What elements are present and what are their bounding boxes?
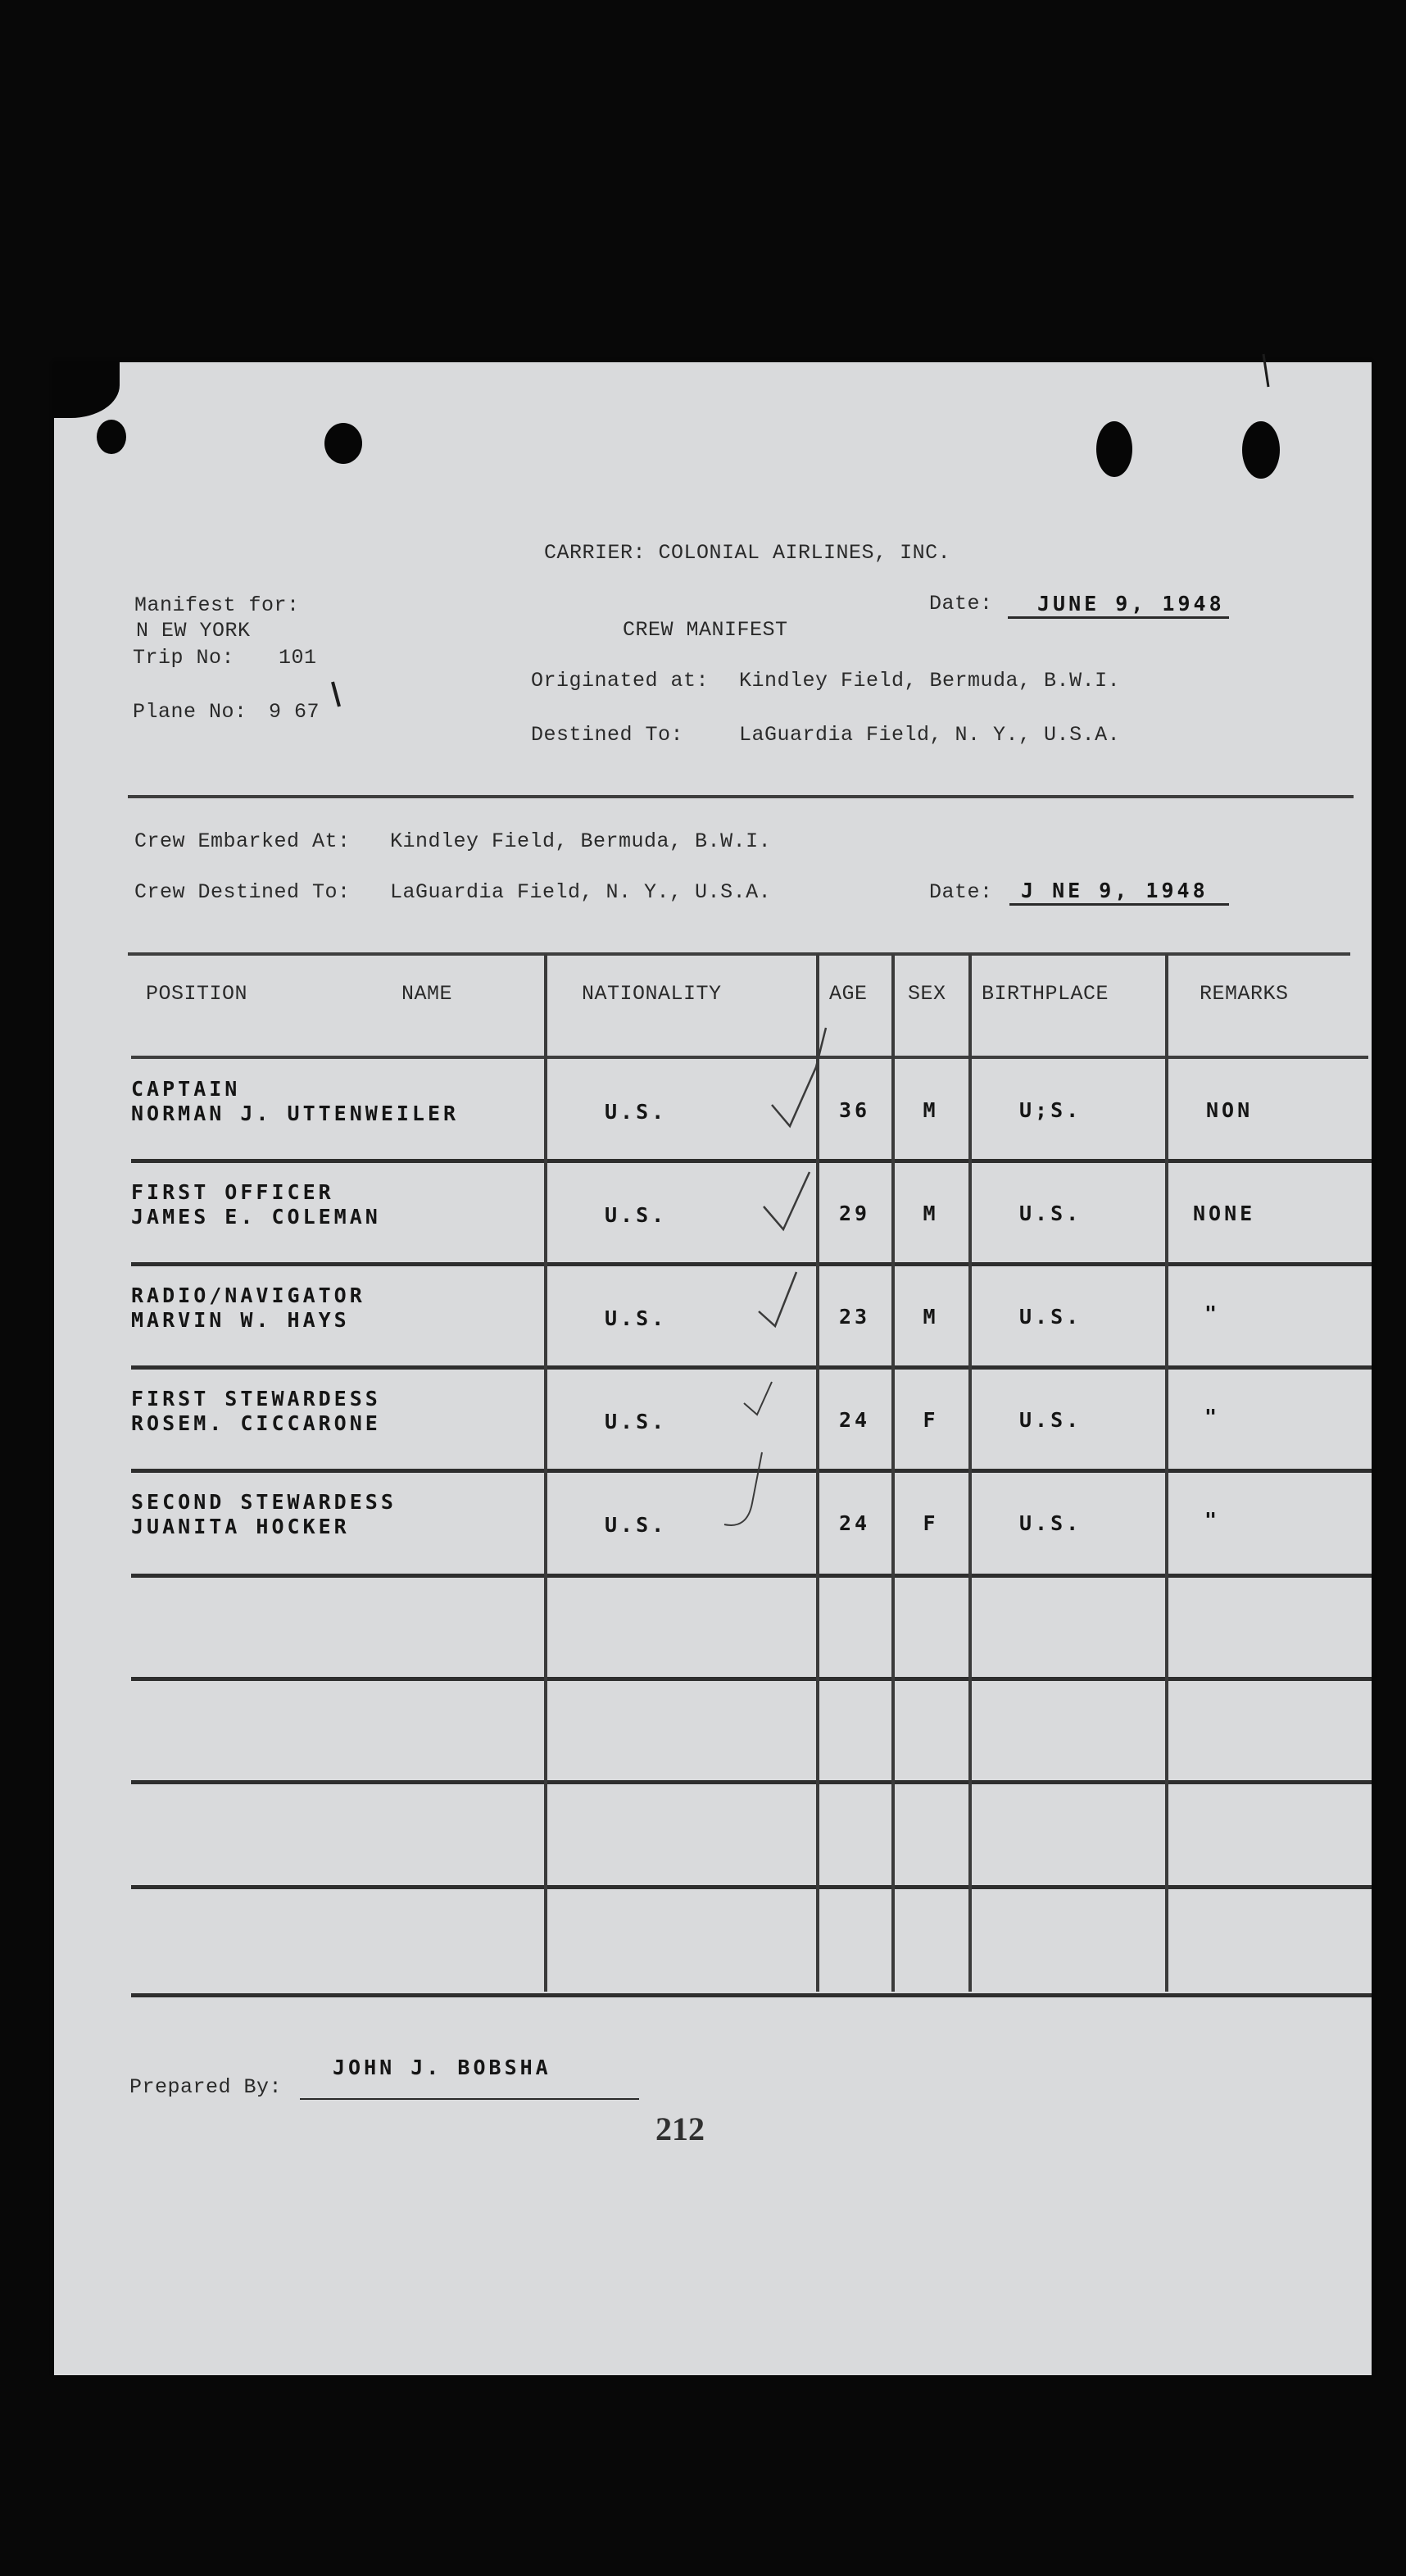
row-age: 23	[838, 1305, 871, 1329]
check-mark-icon	[744, 1382, 772, 1415]
row-sex: F	[923, 1408, 939, 1432]
row-sex: M	[923, 1098, 939, 1122]
row-sex: F	[923, 1511, 939, 1535]
row-position: CAPTAIN	[131, 1077, 241, 1101]
row-name: JAMES E. COLEMAN	[131, 1205, 381, 1229]
row-nationality: U.S.	[605, 1306, 668, 1330]
crew-embarked-value: Kindley Field, Bermuda, B.W.I.	[390, 829, 772, 853]
row-position: FIRST STEWARDESS	[131, 1387, 381, 1411]
row-remarks: "	[1204, 1508, 1221, 1532]
originated-label: Originated at:	[531, 669, 710, 693]
date-value: JUNE 9, 1948	[1037, 592, 1225, 616]
prepared-by-label: Prepared By:	[129, 2075, 283, 2099]
pencil-mark-icon	[1263, 354, 1268, 387]
row-position: SECOND STEWARDESS	[131, 1490, 397, 1514]
row-birthplace: U;S.	[1019, 1098, 1082, 1122]
row-position: FIRST OFFICER	[131, 1180, 334, 1204]
date-label: Date:	[929, 592, 993, 616]
row-nationality: U.S.	[605, 1513, 668, 1537]
row-remarks: NONE	[1193, 1202, 1256, 1225]
crew-destined-value: LaGuardia Field, N. Y., U.S.A.	[390, 880, 772, 904]
row-nationality: U.S.	[605, 1100, 668, 1124]
header-remarks: REMARKS	[1200, 982, 1289, 1006]
prepared-by-underline	[300, 2098, 639, 2100]
header-name: NAME	[401, 982, 453, 1006]
page-title: CREW MANIFEST	[623, 618, 788, 642]
row-remarks: "	[1204, 1405, 1221, 1429]
row-name: NORMAN J. UTTENWEILER	[131, 1102, 460, 1125]
check-marks	[54, 362, 1372, 2375]
manifest-for-city: N EW YORK	[136, 619, 251, 643]
trip-number: 101	[279, 646, 317, 670]
check-mark-icon	[724, 1452, 762, 1525]
crew-destined-label: Crew Destined To:	[134, 880, 351, 904]
row-position: RADIO/NAVIGATOR	[131, 1283, 365, 1307]
plane-label: Plane No:	[133, 700, 247, 724]
destined-value: LaGuardia Field, N. Y., U.S.A.	[739, 723, 1121, 747]
destined-label: Destined To:	[531, 723, 684, 747]
manifest-sheet	[54, 362, 1372, 2375]
row-name: JUANITA HOCKER	[131, 1515, 350, 1538]
row-birthplace: U.S.	[1019, 1305, 1082, 1329]
row-name: MARVIN W. HAYS	[131, 1308, 350, 1332]
row-remarks: "	[1204, 1302, 1221, 1325]
pencil-mark-icon	[333, 682, 339, 706]
row-birthplace: U.S.	[1019, 1202, 1082, 1225]
header-position: POSITION	[146, 982, 248, 1006]
carrier-line: CARRIER: COLONIAL AIRLINES, INC.	[544, 541, 951, 565]
check-mark-icon	[764, 1172, 810, 1229]
crew-date-value: J NE 9, 1948	[1021, 879, 1209, 902]
trip-label: Trip No:	[133, 646, 235, 670]
plane-number: 9 67	[269, 700, 320, 724]
page-number: 212	[655, 2110, 705, 2147]
row-birthplace: U.S.	[1019, 1511, 1082, 1535]
row-nationality: U.S.	[605, 1410, 668, 1433]
row-sex: M	[923, 1202, 939, 1225]
prepared-by-value: JOHN J. BOBSHA	[333, 2056, 551, 2079]
row-sex: M	[923, 1305, 939, 1329]
manifest-for-label: Manifest for:	[134, 593, 300, 617]
row-remarks: NON	[1206, 1098, 1254, 1122]
row-age: 24	[838, 1511, 871, 1535]
header-birthplace: BIRTHPLACE	[982, 982, 1109, 1006]
row-age: 24	[838, 1408, 871, 1432]
originated-value: Kindley Field, Bermuda, B.W.I.	[739, 669, 1121, 693]
crew-date-label: Date:	[929, 880, 993, 904]
row-age: 29	[838, 1202, 871, 1225]
row-name: ROSEM. CICCARONE	[131, 1411, 381, 1435]
crew-embarked-label: Crew Embarked At:	[134, 829, 351, 853]
check-mark-icon	[772, 1028, 826, 1126]
row-age: 36	[838, 1098, 871, 1122]
header-age: AGE	[829, 982, 868, 1006]
row-birthplace: U.S.	[1019, 1408, 1082, 1432]
header-nationality: NATIONALITY	[582, 982, 722, 1006]
header-sex: SEX	[908, 982, 946, 1006]
row-nationality: U.S.	[605, 1203, 668, 1227]
check-mark-icon	[759, 1272, 796, 1326]
